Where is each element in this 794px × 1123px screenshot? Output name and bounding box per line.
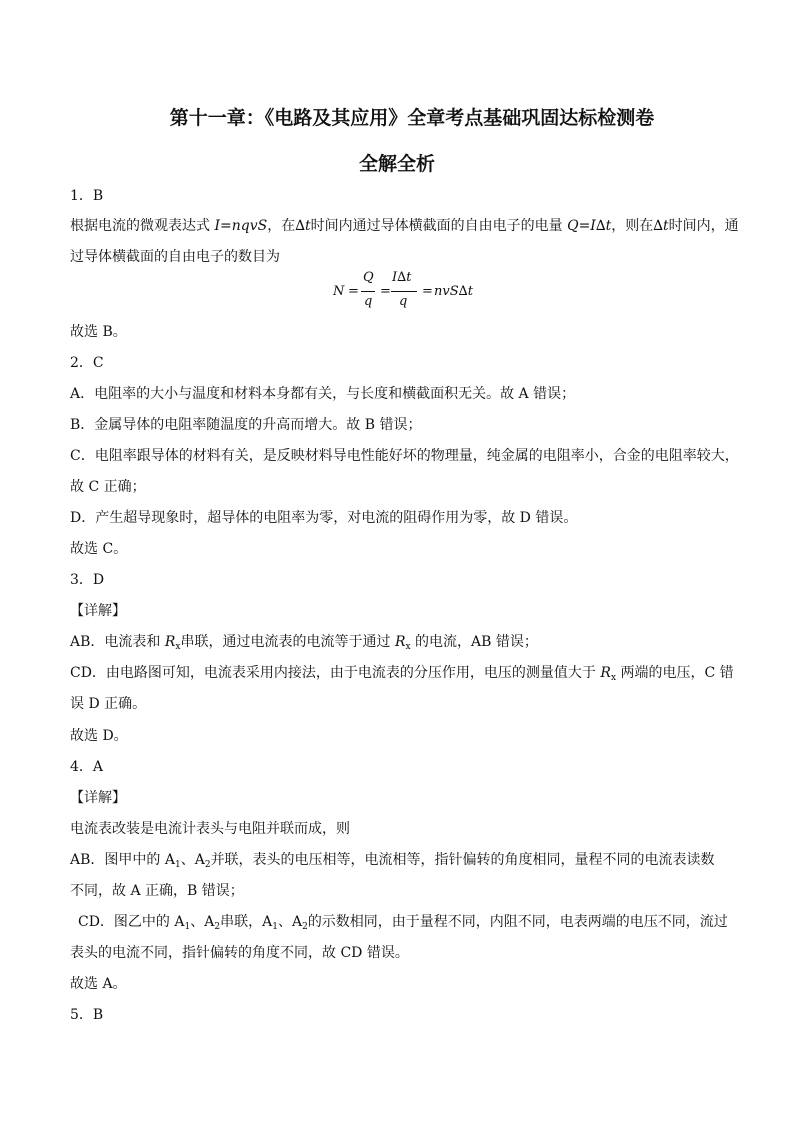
formula-eq1: = — [348, 284, 359, 299]
q3-detail-heading: 【详解】 — [70, 603, 126, 619]
fraction-bar-1 — [361, 291, 375, 292]
q1-answer: 故选 B。 — [70, 324, 127, 340]
q4-detail-heading: 【详解】 — [70, 790, 126, 806]
q5-number: 5．B — [70, 1007, 104, 1023]
q3-analysis-cd-line2: 误 D 正确。 — [70, 696, 147, 712]
q4-analysis-cd-line2: 表头的电流不同，指针偏转的角度不同，故 CD 错误。 — [70, 945, 409, 961]
q2-option-c-line1: C．电阻率跟导体的材料有关，是反映材料导电性能好坏的物理量，纯金属的电阻率小，合金的电阻率较大， — [70, 448, 739, 464]
formula-N: N — [333, 284, 345, 299]
q1-text-line2: 过导体横截面的自由电子的数目为 — [70, 249, 280, 265]
fraction-bar-2 — [391, 291, 417, 292]
q2-answer: 故选 C。 — [70, 541, 128, 557]
formula-rhs: nvS∆t — [434, 284, 473, 299]
q1-number: 1．B — [70, 188, 104, 204]
q4-intro: 电流表改装是电流计表头与电阻并联而成，则 — [70, 821, 350, 837]
q4-number: 4．A — [70, 759, 104, 775]
q2-option-b: B．金属导体的电阻率随温度的升高而增大。故 B 错误； — [70, 417, 422, 433]
formula-eq3: = — [422, 284, 433, 299]
formula-I-dt: I∆t — [392, 270, 412, 285]
q2-option-a: A．电阻率的大小与温度和材料本身都有关，与长度和横截面积无关。故 A 错误； — [70, 386, 576, 402]
q2-option-c-line2: 故 C 正确； — [70, 479, 146, 495]
q3-answer: 故选 D。 — [70, 728, 128, 744]
formula-q1: q — [364, 294, 373, 309]
q4-answer: 故选 A。 — [70, 976, 127, 992]
q1-text-line1: 根据电流的微观表达式 I=nqvS，在∆t时间内通过导体横截面的自由电子的电量 Q=I∆t，则在∆t时间内，通 — [70, 218, 739, 234]
formula-eq2: = — [380, 284, 391, 299]
q3-analysis-cd-line1: CD．由电路图可知，电流表采用内接法，由于电流表的分压作用，电压的测量值大于 $R_x$ 两端的电压，C 错 — [70, 665, 734, 683]
formula-Q: Q — [363, 270, 374, 285]
q3-analysis-ab: AB．电流表和 $R_x$串联，通过电流表的电流等于通过 $R_x$ 的电流，AB 错误； — [70, 634, 538, 652]
q3-number: 3．D — [70, 572, 105, 588]
page-subtitle: 全解全析 — [358, 153, 435, 175]
page-title: 第十一章：《电路及其应用》全章考点基础巩固达标检测卷 — [169, 107, 655, 129]
q2-option-d: D．产生超导现象时，超导体的电阻率为零，对电流的阻碍作用为零，故 D 错误。 — [70, 510, 578, 526]
formula-q2: q — [399, 294, 408, 309]
q2-number: 2．C — [70, 355, 104, 371]
q4-analysis-ab-line2: 不同，故 A 正确，B 错误； — [70, 883, 244, 899]
q4-analysis-ab-line1: AB．图甲中的 $A_1$、$A_2$并联，表头的电压相等，电流相等，指针偏转的角度相同，量程不同的电流表读数 — [70, 852, 715, 870]
q4-analysis-cd-line1: CD．图乙中的 $A_1$、$A_2$串联，$A_1$、$A_2$的示数相同，由于量程不同，内阻不同，电表两端的电压不同，流过 — [78, 914, 728, 932]
